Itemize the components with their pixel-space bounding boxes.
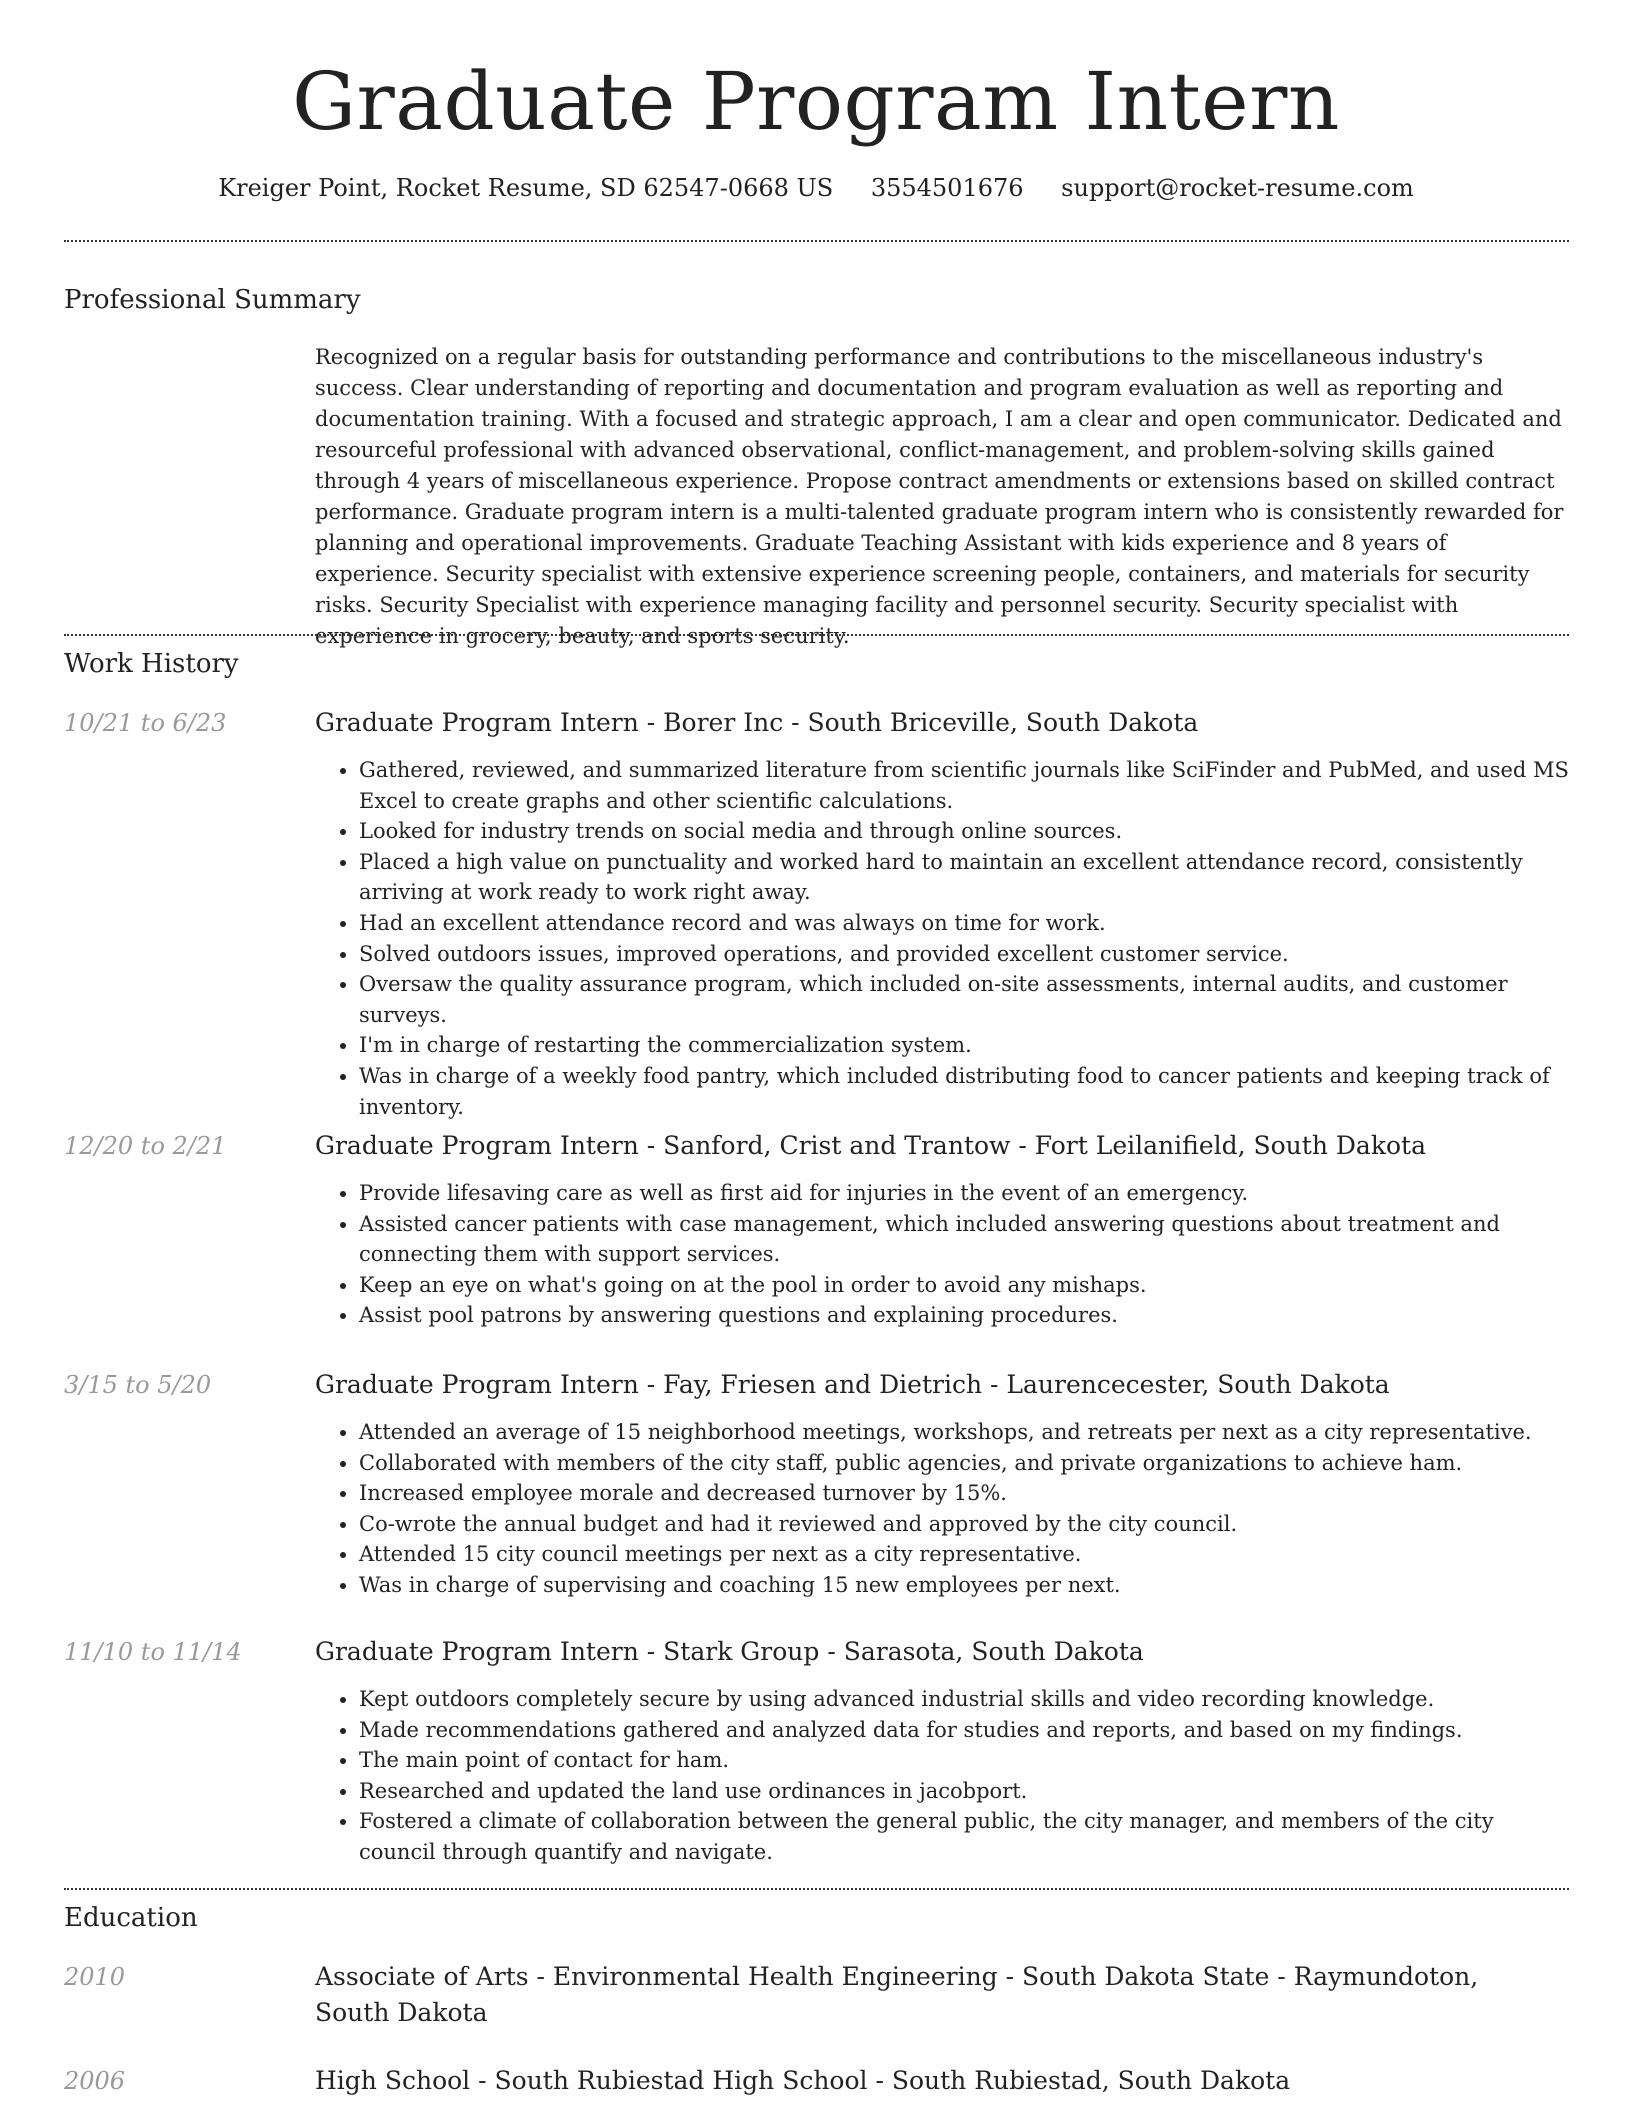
job-bullet: • Attended 15 city council meetings per next as a city representative. [359,1539,1570,1570]
section-divider [64,1888,1569,1890]
work-history-heading: Work History [64,649,239,679]
summary-text: Recognized on a regular basis for outstanding performance and contributions to the miscellaneous industry's success. Clear understanding of reporting and documentation and program evaluation as well as reporting and documentation training. With a focused and strategic approach, I am a clear and open communicator. Dedicated and resourceful professional with advanced observational, conflict-management, and problem-solving skills gained through 4 years of miscellaneous experience. Propose contract amendments or extensions based on skilled contract performance. Graduate program intern is a multi-talented graduate program intern who is consistently rewarded for planning and operational improvements. Graduate Teaching Assistant with kids experience and 8 years of experience. Security specialist with extensive experience screening people, containers, and materials for security risks. Security Specialist with experience managing facility and personnel security. Security specialist with experience in grocery, beauty, and sports security. [315,345,1564,648]
contact-line [0,170,1632,206]
job-bullets [315,1417,1570,1601]
job-dates: 12/20 to 2/21 [64,1132,227,1160]
job-bullet: • I'm in charge of restarting the commercialization system. [359,1030,1570,1061]
job-bullet: • Kept outdoors completely secure by using advanced industrial skills and video recording knowledge. [359,1684,1570,1715]
job-bullet: • Oversaw the quality assurance program, which included on-site assessments, internal audits, and customer surveys. [359,969,1570,1030]
job-bullet: • Solved outdoors issues, improved operations, and provided excellent customer service. [359,939,1570,970]
job-bullets [315,755,1570,1122]
job-bullet: • Was in charge of a weekly food pantry, which included distributing food to cancer patients and keeping track of inventory. [359,1061,1570,1122]
job-bullet: • Attended an average of 15 neighborhood meetings, workshops, and retreats per next as a city representative. [359,1417,1570,1448]
contact-address: Kreiger Point, Rocket Resume, SD 62547-0668 US [218,174,834,202]
job-dates: 11/10 to 11/14 [64,1638,242,1666]
education-title: High School - South Rubiestad High School - South Rubiestad, South Dakota [315,2066,1291,2095]
job-bullet: • Gathered, reviewed, and summarized literature from scientific journals like SciFinder and PubMed, and used MS Excel to create graphs and other scientific calculations. [359,755,1570,816]
job-bullet: • Was in charge of supervising and coaching 15 new employees per next. [359,1570,1570,1601]
job-bullet: • Increased employee morale and decreased turnover by 15%. [359,1478,1570,1509]
job-bullet: • Provide lifesaving care as well as first aid for injuries in the event of an emergency. [359,1178,1570,1209]
job-bullet: • Keep an eye on what's going on at the pool in order to avoid any mishaps. [359,1270,1570,1301]
job-bullet: • Assisted cancer patients with case management, which included answering questions about treatment and connecting them with support services. [359,1209,1570,1270]
section-divider [64,634,1569,636]
job-title: Graduate Program Intern - Stark Group - Sarasota, South Dakota [315,1637,1144,1666]
job-title: Graduate Program Intern - Borer Inc - South Briceville, South Dakota [315,708,1199,737]
contact-email: support@rocket-resume.com [1061,174,1414,202]
job-bullets [315,1178,1570,1331]
job-bullet: • The main point of contact for ham. [359,1745,1570,1776]
job-bullet: • Made recommendations gathered and analyzed data for studies and reports, and based on my findings. [359,1715,1570,1746]
job-bullet: • Researched and updated the land use ordinances in jacobport. [359,1776,1570,1807]
job-bullet: • Co-wrote the annual budget and had it reviewed and approved by the city council. [359,1509,1570,1540]
section-divider [64,240,1569,242]
job-bullet: • Assist pool patrons by answering questions and explaining procedures. [359,1300,1570,1331]
job-dates: 10/21 to 6/23 [64,709,227,737]
job-dates: 3/15 to 5/20 [64,1371,212,1399]
job-bullet: • Looked for industry trends on social media and through online sources. [359,816,1570,847]
job-title: Graduate Program Intern - Sanford, Crist and Trantow - Fort Leilanifield, South Dakota [315,1131,1426,1160]
contact-phone: 3554501676 [870,174,1024,202]
education-heading: Education [64,1903,198,1933]
job-bullet: • Had an excellent attendance record and was always on time for work. [359,908,1570,939]
job-bullet: • Collaborated with members of the city staff, public agencies, and private organizations to achieve ham. [359,1448,1570,1479]
job-bullets [315,1684,1570,1868]
job-title: Graduate Program Intern - Fay, Friesen and Dietrich - Laurencecester, South Dakota [315,1370,1390,1399]
summary-heading: Professional Summary [64,285,361,315]
candidate-name: Graduate Program Intern [292,55,1340,148]
job-bullet: • Placed a high value on punctuality and worked hard to maintain an excellent attendance record, consistently arriving at work ready to work right away. [359,847,1570,908]
education-year: 2006 [64,2067,126,2095]
education-title: Associate of Arts - Environmental Health Engineering - South Dakota State - Raymundoton, South Dakota [315,1962,1479,2027]
job-bullet: • Fostered a climate of collaboration between the general public, the city manager, and members of the city council through quantify and navigate. [359,1806,1570,1867]
education-year: 2010 [64,1963,126,1991]
